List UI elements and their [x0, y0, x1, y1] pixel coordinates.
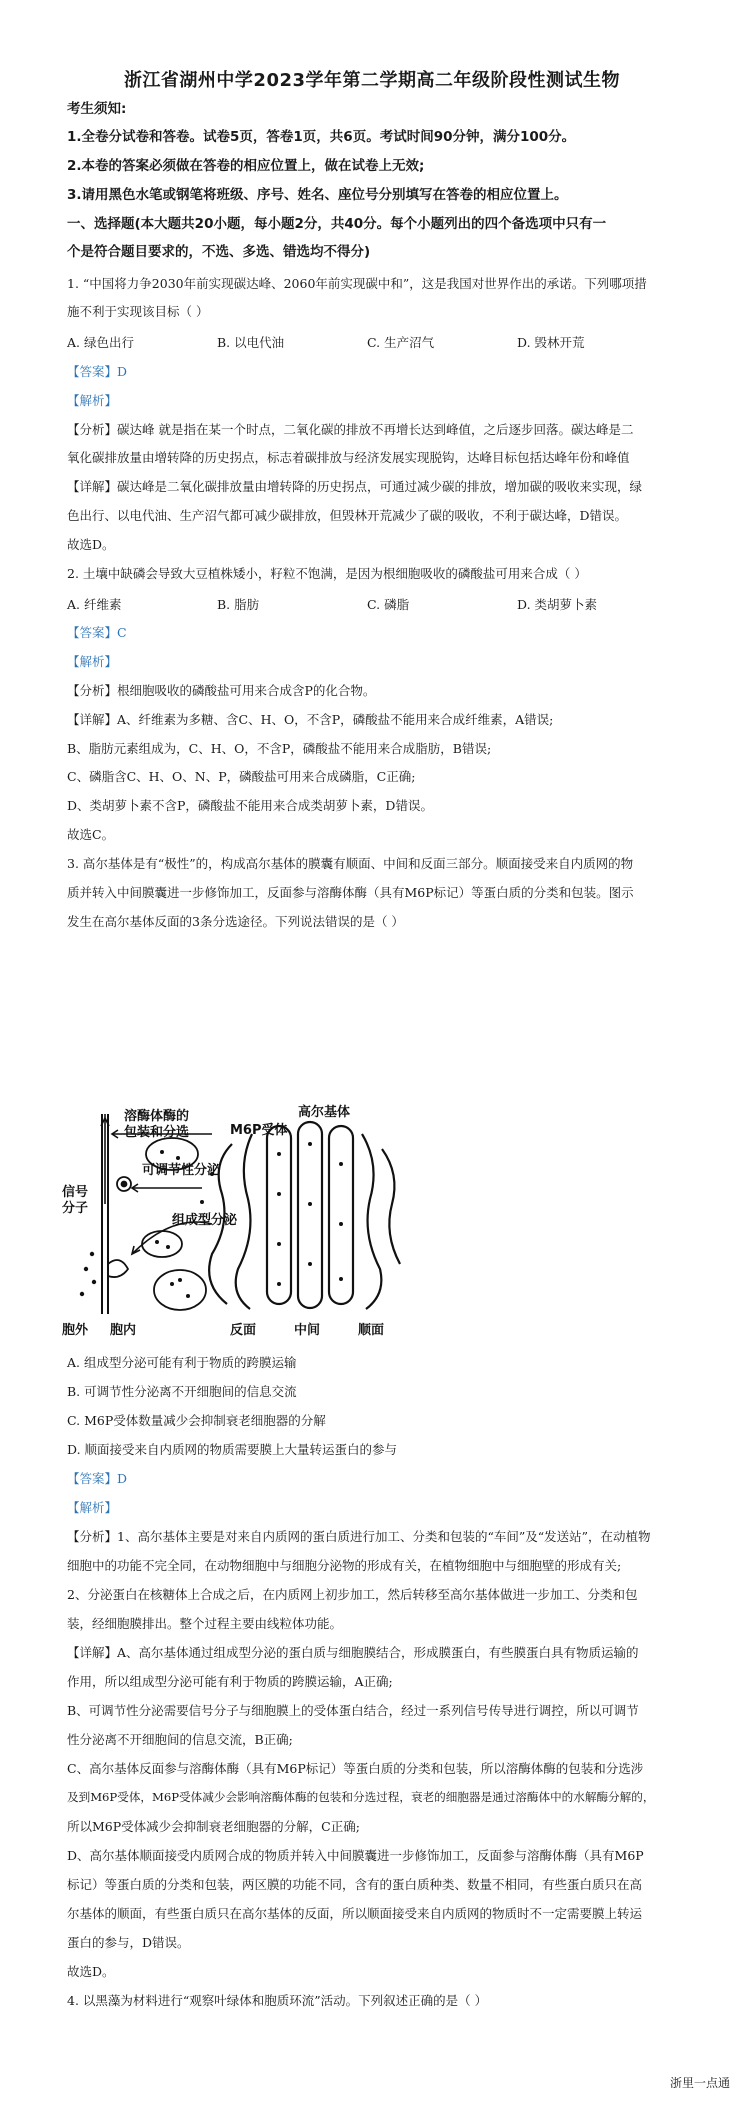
q1-answer: 【答案】D	[67, 364, 128, 379]
q3-detail-line11: 蛋白的参与，D错误。	[67, 1935, 190, 1950]
q2-answer: 【答案】C	[67, 625, 127, 640]
q2-option-d: D. 类胡萝卜素	[517, 597, 598, 612]
q3-detail-line7: 所以M6P受体减少会抑制衰老细胞器的分解，C正确;	[67, 1819, 360, 1834]
label-constitutive-secretion: 组成型分泌	[172, 1213, 238, 1228]
golgi-sorting-figure	[62, 1104, 422, 1339]
label-signal: 信号	[62, 1185, 89, 1200]
q3-detail-line10: 尔基体的顺面，有些蛋白质只在高尔基体的反面，所以顺面接受来自内质网的物质时不一定需要膜上转运	[67, 1906, 643, 1921]
q3-answer: 【答案】D	[67, 1471, 128, 1486]
q3-option-c: C. M6P受体数量减少会抑制衰老细胞器的分解	[67, 1413, 326, 1428]
label-m6p-receptor: M6P受体	[230, 1123, 288, 1138]
label-medial: 中间	[294, 1323, 321, 1338]
q2-options	[67, 595, 687, 613]
q3-stem-line3: 发生在高尔基体反面的3条分选途径。下列说法错误的是（ ）	[67, 914, 404, 929]
label-molecule: 分子	[62, 1201, 89, 1216]
q1-option-b: B. 以电代油	[217, 335, 285, 350]
label-trans-face: 反面	[230, 1323, 257, 1338]
q3-option-a: A. 组成型分泌可能有利于物质的跨膜运输	[67, 1355, 297, 1370]
q2-detail-a: 【详解】A、纤维素为多糖、含C、H、O，不含P，磷酸盐不能用来合成纤维素，A错误;	[67, 712, 554, 727]
q3-conclusion: 故选D。	[67, 1964, 115, 1979]
label-intracellular: 胞内	[110, 1323, 137, 1338]
label-regulated-secretion: 可调节性分泌	[142, 1163, 221, 1178]
q3-detail-line9: 标记）等蛋白质的分类和包装，两区膜的功能不同，含有的蛋白质种类、数量不相同，有些蛋白质只在高	[67, 1877, 643, 1892]
q3-detail-line3: B、可调节性分泌需要信号分子与细胞膜上的受体蛋白结合，经过一系列信号传导进行调控，所以可调节	[67, 1703, 639, 1718]
label-extracellular: 胞外	[62, 1323, 89, 1338]
golgi-content-dots	[277, 1142, 343, 1286]
q2-stem: 2. 土壤中缺磷会导致大豆植株矮小，籽粒不饱满，是因为根细胞吸收的磷酸盐可用来合成（ ）	[67, 566, 587, 581]
q1-conclusion: 故选D。	[67, 537, 115, 552]
label-golgi: 高尔基体	[298, 1105, 351, 1120]
q2-option-c: C. 磷脂	[367, 597, 410, 612]
notice-heading: 考生须知:	[67, 101, 127, 117]
page-title: 浙江省湖州中学2023学年第二学期高二年级阶段性测试生物	[123, 70, 621, 91]
q1-detail-line2: 色出行、以电代油、生产沼气都可减少碳排放，但毁林开荒减少了碳的吸收，不利于碳达峰，D错误。	[67, 508, 628, 523]
q3-option-b: B. 可调节性分泌离不开细胞间的信息交流	[67, 1384, 297, 1399]
q3-jiexi-label: 【解析】	[67, 1500, 118, 1515]
q1-detail-line1: 【详解】碳达峰是二氧化碳排放量由增转降的历史拐点，可通过减少碳的排放，增加碳的吸收来实现，绿	[67, 479, 643, 494]
q2-analysis: 【分析】根细胞吸收的磷酸盐可用来合成含P的化合物。	[67, 683, 376, 698]
q3-detail-line1: 【详解】A、高尔基体通过组成型分泌的蛋白质与细胞膜结合，形成膜蛋白，有些膜蛋白具有物质运输的	[67, 1645, 639, 1660]
q2-conclusion: 故选C。	[67, 827, 115, 842]
q1-stem-line1: 1. “中国将力争2030年前实现碳达峰、2060年前实现碳中和”，这是我国对世界作出的承诺。下列哪项措	[67, 276, 647, 291]
q3-detail-line5: C、高尔基体反面参与溶酶体酶（具有M6P标记）等蛋白质的分类和包装，所以溶酶体酶的包装和分选涉	[67, 1761, 644, 1776]
q3-detail-line2: 作用，所以组成型分泌可能有利于物质的跨膜运输，A正确;	[67, 1674, 393, 1689]
q1-option-c: C. 生产沼气	[367, 335, 435, 350]
q1-jiexi-label: 【解析】	[67, 393, 118, 408]
q1-analysis-line1: 【分析】碳达峰 就是指在某一个时点，二氧化碳的排放不再增长达到峰值，之后逐步回落。碳达峰是二	[67, 422, 634, 437]
notice-item-2: 2.本卷的答案必须做在答卷的相应位置上，做在试卷上无效;	[67, 158, 425, 174]
section-heading: 一、选择题(本大题共20小题，每小题2分，共40分。每个小题列出的四个备选项中只有一	[67, 216, 607, 232]
q3-detail-line8: D、高尔基体顺面接受内质网合成的物质并转入中间膜囊进一步修饰加工，反面参与溶酶体酶（具有M6P	[67, 1848, 644, 1863]
q1-option-d: D. 毁林开荒	[517, 335, 585, 350]
q3-stem-line1: 3. 高尔基体是有“极性”的，构成高尔基体的膜囊有顺面、中间和反面三部分。顺面接受来自内质网的物	[67, 856, 634, 871]
q1-analysis-line2: 氧化碳排放量由增转降的历史拐点，标志着碳排放与经济发展实现脱钩，达峰目标包括达峰年份和峰值	[67, 450, 630, 465]
q1-stem-line2: 施不利于实现该目标（ ）	[67, 304, 209, 319]
label-lysosome-enzyme: 溶酶体酶的	[124, 1109, 190, 1124]
section-heading-line2: 个是符合题目要求的，不选、多选、错选均不得分)	[67, 244, 371, 260]
q2-option-b: B. 脂肪	[217, 597, 260, 612]
q3-detail-line4: 性分泌离不开细胞间的信息交流，B正确;	[67, 1732, 293, 1747]
q2-detail-c: C、磷脂含C、H、O、N、P，磷酸盐可用来合成磷脂，C正确;	[67, 769, 416, 784]
q2-jiexi-label: 【解析】	[67, 654, 118, 669]
golgi-cisternae	[209, 1122, 400, 1309]
notice-item-1: 1.全卷分试卷和答卷。试卷5页，答卷1页，共6页。考试时间90分钟，满分100分。	[67, 129, 576, 145]
q1-option-a: A. 绿色出行	[67, 335, 134, 350]
footer-watermark: 浙里一点通	[669, 2076, 730, 2090]
q2-option-a: A. 纤维素	[67, 597, 122, 612]
q3-detail-line6: 及到M6P受体，M6P受体减少会影响溶酶体酶的包装和分选过程，衰老的细胞器是通过溶酶体中的水解酶分解的，	[67, 1790, 655, 1804]
q2-detail-d: D、类胡萝卜素不含P，磷酸盐不能用来合成类胡萝卜素，D错误。	[67, 798, 433, 813]
q4-stem: 4. 以黑藻为材料进行“观察叶绿体和胞质环流”活动。下列叙述正确的是（ ）	[67, 1993, 488, 2008]
q3-option-d: D. 顺面接受来自内质网的物质需要膜上大量转运蛋白的参与	[67, 1442, 398, 1457]
q3-analysis-line4: 装，经细胞膜排出。整个过程主要由线粒体功能。	[67, 1616, 343, 1631]
q3-analysis-line1: 【分析】1、高尔基体主要是对来自内质网的蛋白质进行加工、分类和包装的“车间”及“发送站”，在动植物	[67, 1529, 651, 1544]
q2-detail-b: B、脂肪元素组成为，C、H、O，不含P，磷酸盐不能用来合成脂肪，B错误;	[67, 741, 492, 756]
notice-item-3: 3.请用黑色水笔或钢笔将班级、序号、姓名、座位号分别填写在答卷的相应位置上。	[67, 187, 568, 203]
label-packaging-sorting: 包装和分选	[124, 1125, 190, 1140]
q3-analysis-line3: 2、分泌蛋白在核糖体上合成之后，在内质网上初步加工，然后转移至高尔基体做进一步加工、分类和包	[67, 1587, 638, 1602]
label-cis-face: 顺面	[358, 1323, 385, 1338]
q1-options	[67, 333, 687, 351]
q3-stem-line2: 质并转入中间膜囊进一步修饰加工，反面参与溶酶体酶（具有M6P标记）等蛋白质的分类和包装。图示	[67, 885, 634, 900]
q3-analysis-line2: 细胞中的功能不完全同，在动物细胞中与细胞分泌物的形成有关，在植物细胞中与细胞壁的形成有关;	[67, 1558, 622, 1573]
